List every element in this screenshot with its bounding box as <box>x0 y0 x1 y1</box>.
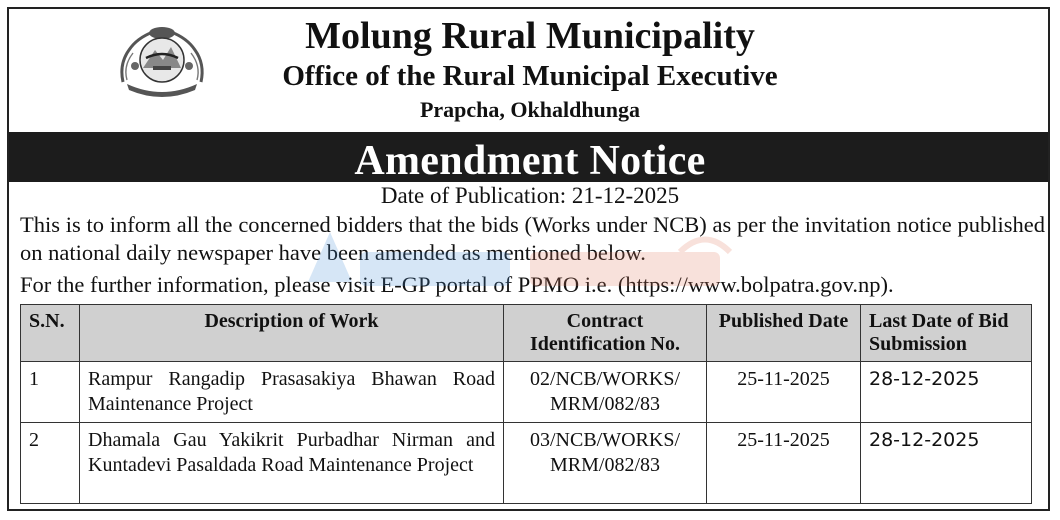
office-name: Office of the Rural Municipal Executive <box>282 60 778 92</box>
column-header-sn: S.N. <box>21 305 80 362</box>
office-address: Prapcha, Okhaldhunga <box>419 97 641 122</box>
table-row <box>21 362 1032 423</box>
table-header-row <box>21 305 1032 362</box>
notice-paragraph-2: For the further information, please visit E-GP portal of PPMO i.e. (https://www.bolpatra.gov.np). <box>20 272 894 297</box>
org-name: Molung Rural Municipality <box>305 15 755 57</box>
cell-published-date: 25-11-2025 <box>707 423 861 504</box>
cell-last-date: 28-12-2025 <box>861 362 1032 423</box>
cell-sn: 2 <box>21 423 80 504</box>
cell-last-date: 28-12-2025 <box>861 423 1032 504</box>
cell-sn: 1 <box>21 362 80 423</box>
cell-description: Dhamala Gau Yakikrit Purbadhar Nirman and Kuntadevi Pasaldada Road Maintenance Project <box>80 423 504 504</box>
cell-description: Rampur Rangadip Prasasakiya Bhawan Road Maintenance Project <box>80 362 504 423</box>
column-header-description: Description of Work <box>80 305 504 362</box>
notice-paragraph-1: This is to inform all the concerned bidders that the bids (Works under NCB) as per the invitation notice published on national daily newspaper have been amended as mentioned below. <box>20 212 1045 265</box>
table-row <box>21 423 1032 504</box>
publication-date: Date of Publication: 21-12-2025 <box>380 183 680 208</box>
cell-contract-id: 02/NCB/WORKS/ MRM/082/83 <box>504 362 707 423</box>
cell-contract-id: 03/NCB/WORKS/ MRM/082/83 <box>504 423 707 504</box>
bids-table <box>20 304 1032 504</box>
column-header-last-date: Last Date of Bid Submission <box>861 305 1032 362</box>
notice-title: Amendment Notice <box>354 138 706 184</box>
column-header-published-date: Published Date <box>707 305 861 362</box>
column-header-contract-id: Contract Identification No. <box>504 305 707 362</box>
cell-published-date: 25-11-2025 <box>707 362 861 423</box>
